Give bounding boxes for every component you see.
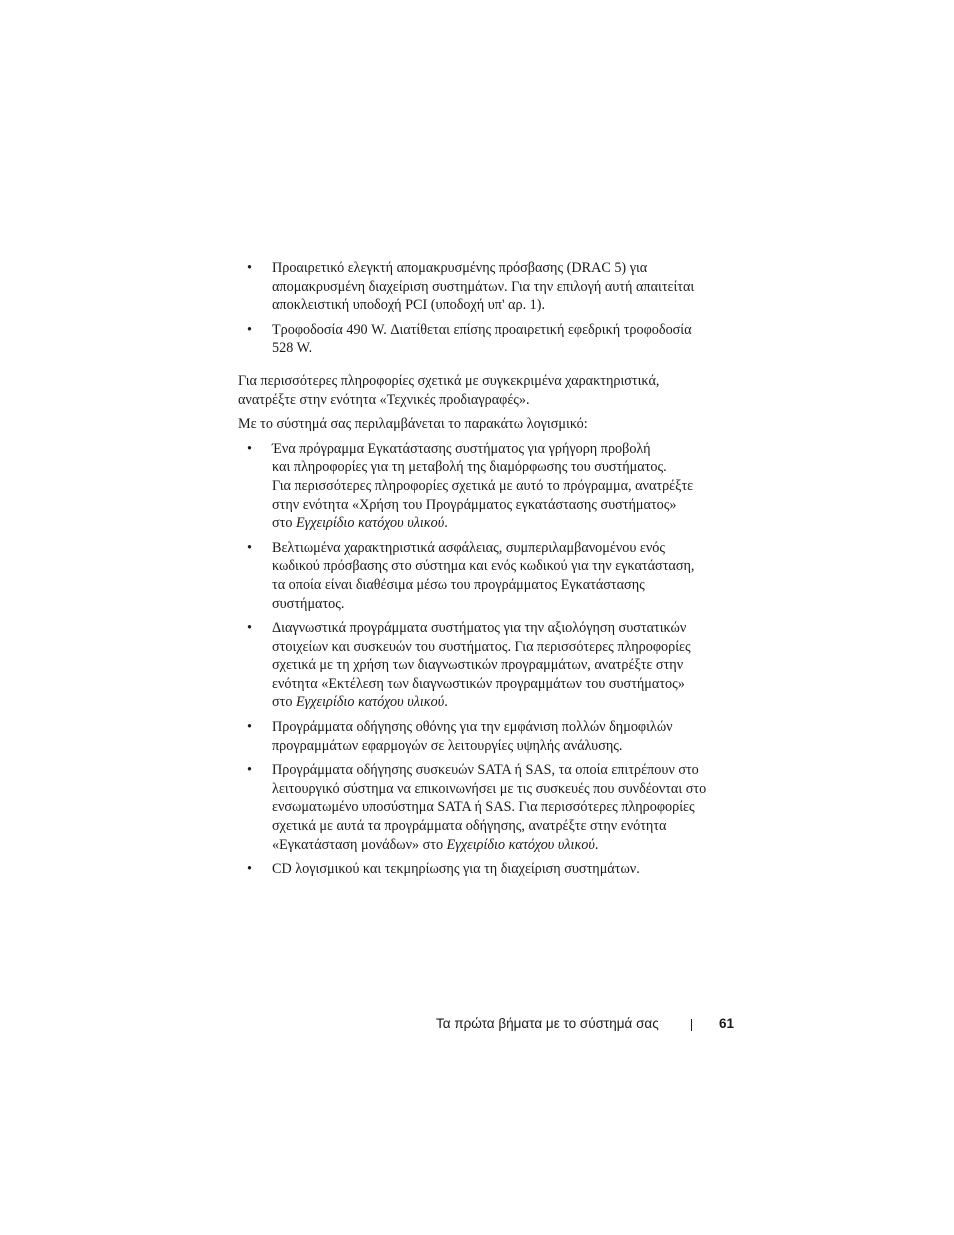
list-item: • Βελτιωμένα χαρακτηριστικά ασφάλειας, συμπεριλαμβανομένου ενός κωδικού πρόσβασης στο σύστημα και ενός κωδικού για την εγκατάσταση, τα οποία είναι διαθέσιμα μέσω του προγράμματος Εγκατάστασης συστήματος.	[247, 539, 695, 612]
list-item: • CD λογισμικού και τεκμηρίωσης για τη διαχείριση συστημάτων.	[247, 861, 640, 878]
list-item: • Τροφοδοσία 490 W. Διατίθεται επίσης προαιρετική εφεδρική τροφοδοσία 528 W.	[247, 321, 692, 357]
bullet-icon: •	[247, 440, 252, 457]
footer-divider	[691, 1019, 692, 1031]
paragraph-software-intro: Με το σύστημά σας περιλαμβάνεται το παρακάτω λογισμικό:	[238, 416, 588, 433]
list-item: • Διαγνωστικά προγράμματα συστήματος για την αξιολόγηση συστατικών στοιχείων και συσκευών του συστήματος. Για περισσότερες πληροφορίες σχετικά με τη χρήση των διαγνωστικών προγραμμάτων, ανατρέξτε στην ενότητα «Εκτέλεση των διαγνωστικών προγραμμάτων του συστήματος» στο Εγχειρίδιο κατόχου υλικού.	[247, 620, 691, 711]
software-list	[238, 440, 738, 879]
bullet-icon: •	[247, 762, 252, 779]
hardware-feature-list	[238, 259, 738, 358]
list-item: • Ένα πρόγραμμα Εγκατάστασης συστήματος για γρήγορη προβολή και πληροφορίες για τη μεταβολή της διαμόρφωσης του συστήματος. Για περισσότερες πληροφορίες σχετικά με αυτό το πρόγραμμα, ανατρέξτε στην ενότητα «Χρήση του Προγράμματος εγκατάστασης συστήματος» στο Εγχειρίδιο κατόχου υλικού.	[247, 440, 694, 532]
paragraph-more-info: Για περισσότερες πληροφορίες σχετικά με συγκεκριμένα χαρακτηριστικά, ανατρέξτε στην ενότητα «Τεχνικές προδιαγραφές».	[238, 372, 660, 408]
list-item: • Προγράμματα οδήγησης συσκευών SATA ή SAS, τα οποία επιτρέπουν στο λειτουργικό σύστημα να επικοινωνήσει με τις συσκευές που συνδέονται στο ενσωματωμένο υποσύστημα SATA ή SAS. Για περισσότερες πληροφορίες σχετικά με αυτά τα προγράμματα οδήγησης, ανατρέξτε στην ενότητα «Εγκατάσταση μονάδων» στο Εγχειρίδιο κατόχου υλικού.	[247, 762, 707, 853]
list-item: • Προγράμματα οδήγησης οθόνης για την εμφάνιση πολλών δημοφιλών προγραμμάτων εφαρμογών σε λειτουργίες υψηλής ανάλυσης.	[247, 719, 673, 754]
bullet-icon: •	[247, 719, 252, 736]
page-body	[238, 259, 738, 885]
bullet-icon: •	[247, 861, 252, 878]
bullet-icon: •	[247, 260, 252, 276]
page-number: 61	[719, 1016, 735, 1031]
bullet-icon: •	[247, 620, 252, 637]
manual-title: Εγχειρίδιο κατόχου υλικού	[296, 515, 445, 532]
list-item: • Προαιρετικό ελεγκτή απομακρυσμένης πρόσβασης (DRAC 5) για απομακρυσμένη διαχείριση συστημάτων. Για την επιλογή αυτή απαιτείται αποκλειστική υποδοχή PCI (υποδοχή υπ' αρ. 1).	[247, 260, 695, 314]
footer-section-title: Τα πρώτα βήματα με το σύστημά σας	[436, 1016, 659, 1031]
manual-title: Εγχειρίδιο κατόχου υλικού	[296, 694, 445, 711]
page-footer	[436, 1015, 736, 1033]
manual-title: Εγχειρίδιο κατόχου υλικού	[446, 836, 595, 853]
bullet-icon: •	[247, 321, 252, 338]
bullet-icon: •	[247, 539, 252, 556]
